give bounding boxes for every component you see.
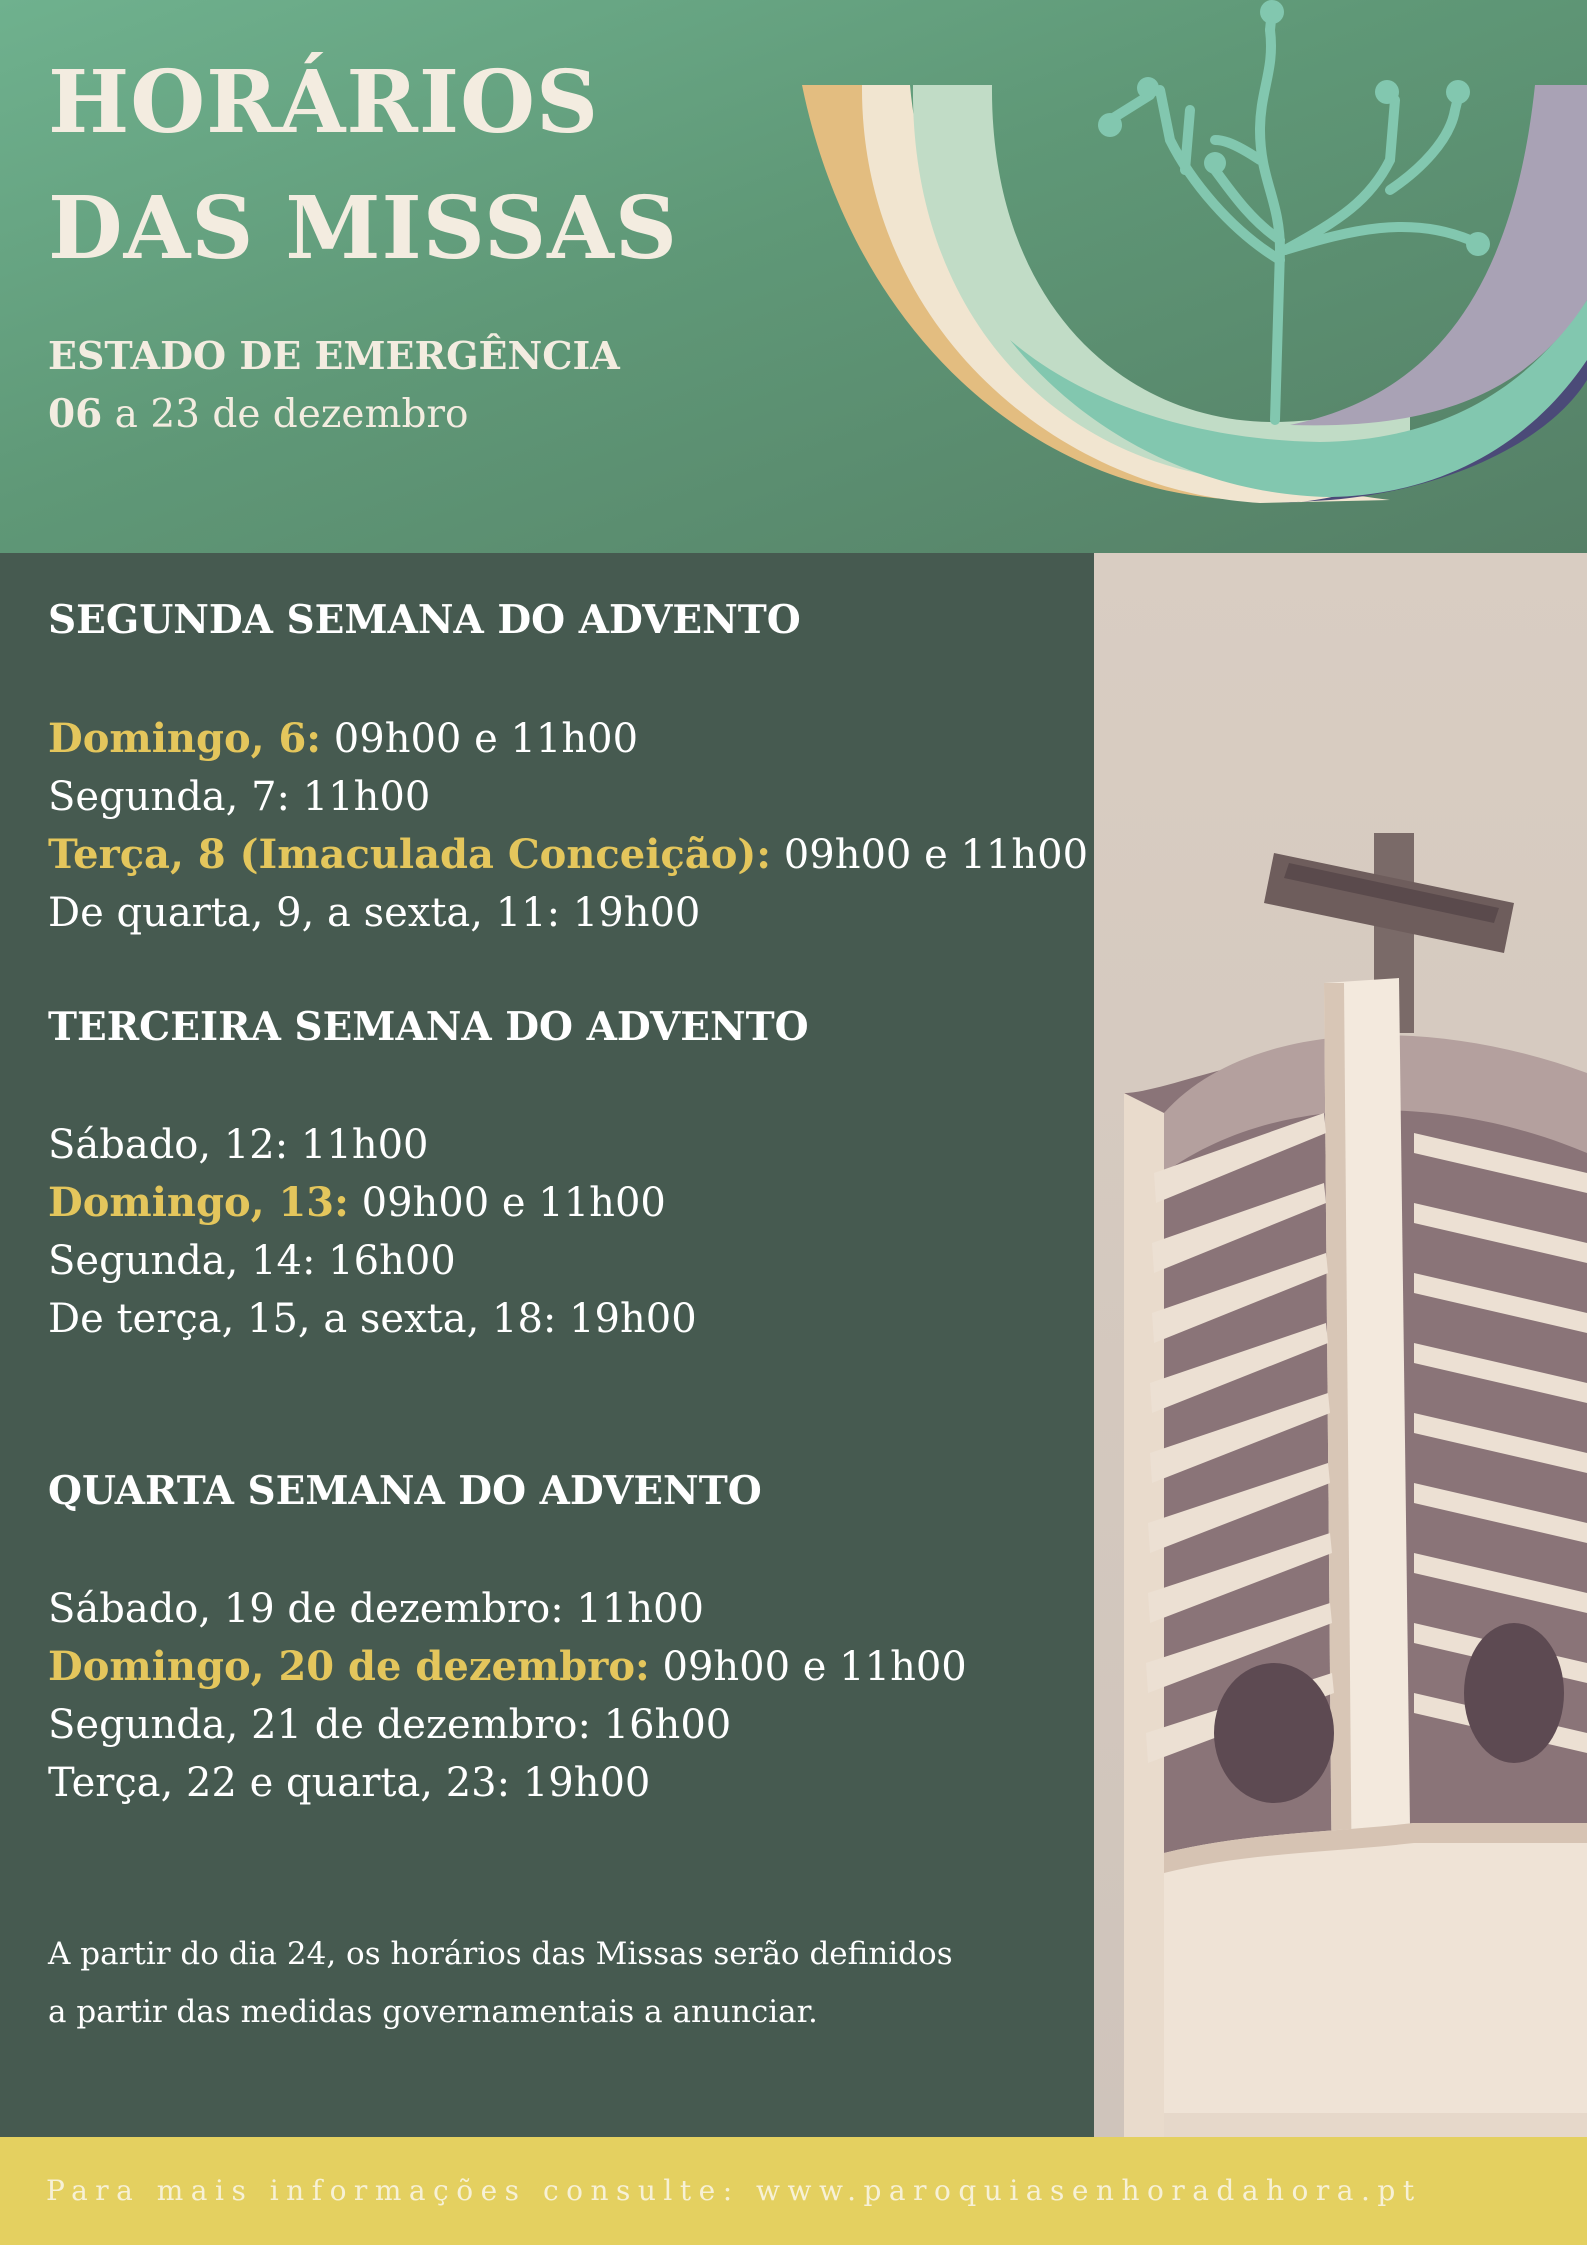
schedule-day-label: Domingo, 13:	[48, 1179, 349, 1226]
logo-tree-buds	[1098, 0, 1490, 256]
schedule-times: 09h00 e 11h00	[649, 1644, 967, 1690]
schedule-times: 09h00 e 11h00	[771, 832, 1089, 878]
footer-bar	[0, 2137, 1587, 2245]
schedule-day-label: Sábado, 12:	[48, 1122, 289, 1168]
schedule-times: 11h00	[563, 1586, 704, 1632]
schedule-times: 11h00	[288, 1122, 429, 1168]
week-4-title: QUARTA SEMANA DO ADVENTO	[48, 1468, 762, 1514]
schedule-times: 11h00	[290, 774, 431, 820]
date-range	[48, 388, 469, 441]
week-3-schedule	[48, 1116, 697, 1348]
schedule-row	[48, 1638, 967, 1696]
week-2-schedule	[48, 710, 1088, 942]
schedule-times: 09h00 e 11h00	[321, 716, 639, 762]
parish-logo-icon	[790, 0, 1587, 553]
emergency-subtitle: ESTADO DE EMERGÊNCIA	[48, 333, 620, 378]
schedule-day-label: Segunda, 7:	[48, 774, 291, 820]
schedule-row	[48, 710, 1088, 768]
title-line-1: HORÁRIOS	[48, 52, 600, 153]
schedule-row	[48, 1174, 697, 1232]
schedule-day-label: De terça, 15, a sexta, 18:	[48, 1296, 557, 1342]
schedule-day-label: Segunda, 21 de dezembro:	[48, 1702, 591, 1748]
schedule-day-label: De quarta, 9, a sexta, 11:	[48, 890, 561, 936]
schedule-row	[48, 1696, 967, 1754]
week-4-schedule	[48, 1580, 967, 1812]
schedule-row	[48, 826, 1088, 884]
schedule-row	[48, 1754, 967, 1812]
date-start: 06	[48, 391, 103, 437]
schedule-times: 19h00	[560, 890, 701, 936]
schedule-times: 19h00	[510, 1760, 651, 1806]
schedule-row	[48, 1290, 697, 1348]
schedule-times: 19h00	[556, 1296, 697, 1342]
date-rest: a 23 de dezembro	[102, 392, 469, 437]
schedule-day-label: Segunda, 14:	[48, 1238, 316, 1284]
logo-tree	[1110, 10, 1470, 420]
week-2-title: SEGUNDA SEMANA DO ADVENTO	[48, 597, 801, 643]
schedule-day-label: Domingo, 20 de dezembro:	[48, 1643, 650, 1690]
schedule-row	[48, 884, 1088, 942]
week-3-title: TERCEIRA SEMANA DO ADVENTO	[48, 1004, 809, 1050]
note-line-2: a partir das medidas governamentais a anunciar.	[48, 1994, 818, 2030]
schedule-row	[48, 1116, 697, 1174]
header-banner	[0, 0, 1587, 553]
future-schedule-note	[48, 1925, 953, 2041]
schedule-times: 16h00	[590, 1702, 732, 1748]
schedule-day-label: Domingo, 6:	[48, 715, 322, 762]
schedule-row	[48, 1580, 967, 1638]
title-line-2: DAS MISSAS	[48, 178, 678, 279]
note-line-1: A partir do dia 24, os horários das Missas serão definidos	[48, 1936, 953, 1972]
schedule-row	[48, 768, 1088, 826]
church-tower-illustration	[1094, 553, 1587, 2137]
church-tower-photo	[1094, 553, 1587, 2137]
schedule-day-label: Terça, 8 (Imaculada Conceição):	[48, 831, 772, 878]
page-title	[48, 40, 678, 292]
footer-website-text[interactable]: Para mais informações consulte: www.paroquiasenhoradahora.pt	[46, 2174, 1422, 2207]
schedule-day-label: Sábado, 19 de dezembro:	[48, 1586, 564, 1632]
schedule-row	[48, 1232, 697, 1290]
schedule-times: 09h00 e 11h00	[348, 1180, 666, 1226]
schedule-day-label: Terça, 22 e quarta, 23:	[48, 1760, 511, 1806]
schedule-times: 16h00	[315, 1238, 456, 1284]
